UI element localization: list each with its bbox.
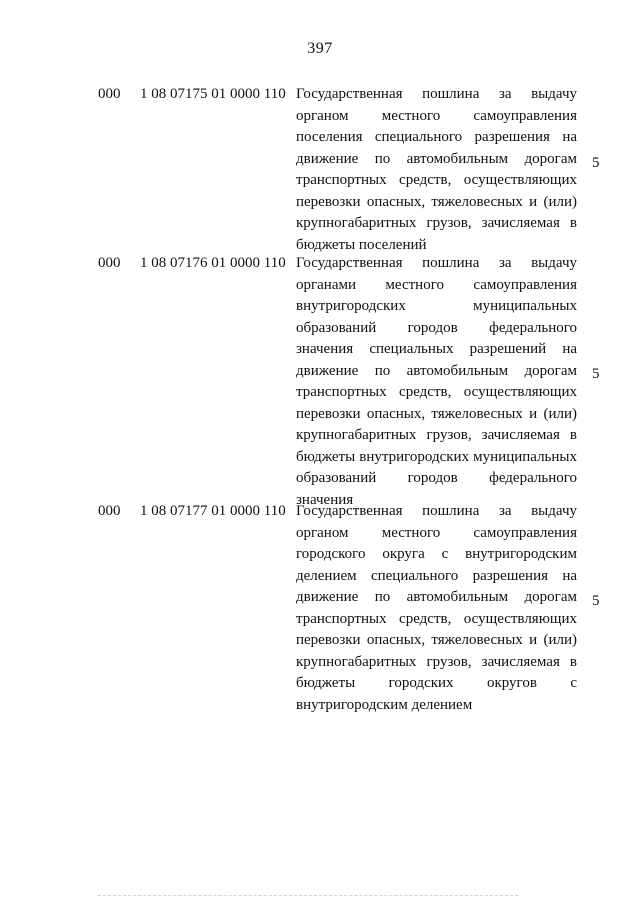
budget-classification-code: 1 08 07177 01 0000 110	[140, 503, 286, 519]
description-line: делением специального разрешения на	[296, 567, 577, 584]
description-line: органами местного самоуправления	[296, 276, 577, 293]
admin-code: 000	[98, 255, 121, 271]
description-line: органом местного самоуправления	[296, 524, 577, 541]
description-line: движение по автомобильным дорогам	[296, 589, 577, 605]
description-line: значения специальных разрешений на	[296, 341, 577, 357]
description-line: образований городов федерального	[296, 470, 577, 486]
description-line: значения	[296, 491, 354, 508]
description-line: движение по автомобильным дорогам	[296, 362, 577, 379]
description-line: бюджеты городских округов с	[296, 675, 577, 691]
description-line: транспортных средств, осуществляющих	[296, 384, 577, 400]
description-line: крупногабаритных грузов, зачисляемая в	[296, 653, 577, 670]
description-line: транспортных средств, осуществляющих	[296, 610, 577, 627]
description-line: Государственная пошлина за выдачу	[296, 86, 577, 102]
description-line: органом местного самоуправления	[296, 107, 577, 124]
description-line: внутригородским делением	[296, 696, 473, 713]
description-line: внутригородских муниципальных	[296, 298, 577, 314]
description-line: крупногабаритных грузов, зачисляемая в	[296, 427, 577, 443]
description-line: бюджеты поселений	[296, 236, 427, 253]
income-description	[296, 253, 577, 511]
allocation-norm: 5	[592, 593, 600, 609]
page-number: 397	[307, 40, 333, 57]
description-line: бюджеты внутригородских муниципальных	[296, 448, 577, 465]
admin-code: 000	[98, 86, 121, 102]
income-description	[296, 84, 577, 256]
income-description	[296, 501, 577, 716]
description-line: транспортных средств, осуществляющих	[296, 172, 577, 188]
description-line: перевозки опасных, тяжеловесных и (или)	[296, 632, 577, 648]
allocation-norm: 5	[592, 366, 600, 382]
allocation-norm: 5	[592, 155, 600, 171]
description-line: перевозки опасных, тяжеловесных и (или)	[296, 193, 577, 210]
description-line: городского округа с внутригородским	[296, 546, 577, 562]
description-line: перевозки опасных, тяжеловесных и (или)	[296, 405, 577, 422]
description-line: Государственная пошлина за выдачу	[296, 255, 577, 271]
description-line: движение по автомобильным дорогам	[296, 150, 577, 167]
description-line: образований городов федерального	[296, 319, 577, 336]
description-line: крупногабаритных грузов, зачисляемая в	[296, 215, 577, 231]
budget-classification-code: 1 08 07175 01 0000 110	[140, 86, 286, 102]
scan-artifact	[98, 895, 518, 898]
description-line: поселения специального разрешения на	[296, 129, 577, 145]
admin-code: 000	[98, 503, 121, 519]
description-line: Государственная пошлина за выдачу	[296, 503, 577, 519]
budget-classification-code: 1 08 07176 01 0000 110	[140, 255, 286, 271]
